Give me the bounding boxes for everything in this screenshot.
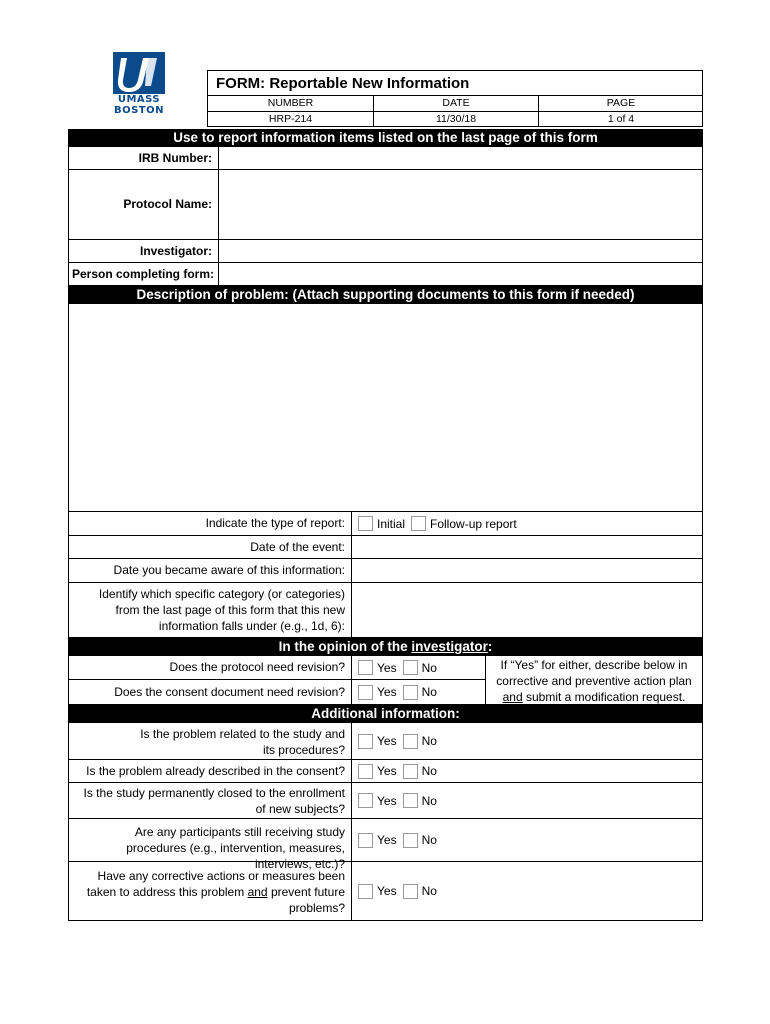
umass-logo-icon [113, 52, 165, 94]
corrective-options [351, 861, 703, 921]
closed-yes-checkbox[interactable] [358, 793, 373, 808]
form-title: FORM: Reportable New Information [216, 75, 470, 92]
consent-revision-options [351, 679, 486, 705]
protocol-revision-yes-checkbox[interactable] [358, 660, 373, 675]
aware-date-label: Date you became aware of this information: [68, 558, 352, 583]
corrective-question-text: Have any corrective actions or measures been taken to address this problem [86, 869, 345, 899]
yes-label: Yes [377, 685, 397, 699]
related-no-checkbox[interactable] [403, 734, 418, 749]
protocol-revision-question: Does the protocol need revision? [68, 655, 352, 680]
header-page-label: PAGE [538, 95, 703, 111]
logo-line2: BOSTON [113, 105, 165, 116]
protocol-revision-options [351, 655, 486, 680]
corrective-yes-checkbox[interactable] [358, 884, 373, 899]
revision-note-text: If “Yes” for either, describe below in corrective and preventive action plan [496, 658, 692, 688]
yes-label: Yes [377, 734, 397, 748]
no-label: No [421, 884, 437, 898]
protocol-name-field[interactable] [218, 169, 703, 240]
category-label: Identify which specific category (or categories) from the last page of this form that this new information falls under (e.g., 1d, 6): [68, 582, 352, 638]
receiving-options [351, 818, 703, 862]
corrective-question-end: prevent future problems? [267, 885, 345, 915]
described-no-checkbox[interactable] [403, 764, 418, 779]
section-banner-opinion [68, 638, 703, 655]
umass-boston-logo [113, 52, 165, 122]
revision-note [485, 655, 703, 705]
corrective-question-underlined: and [247, 885, 268, 899]
consent-revision-yes-checkbox[interactable] [358, 685, 373, 700]
initial-option-label: Initial [377, 516, 406, 531]
investigator-field[interactable] [218, 239, 703, 263]
revision-note-underlined: and [502, 690, 523, 704]
irb-number-label: IRB Number: [68, 146, 219, 170]
corrective-no-checkbox[interactable] [403, 884, 418, 899]
no-label: No [421, 734, 437, 748]
no-label: No [421, 764, 437, 778]
investigator-label: Investigator: [68, 239, 219, 263]
yes-label: Yes [377, 793, 397, 808]
no-label: No [421, 660, 437, 675]
opinion-banner-colon: : [487, 639, 493, 654]
section-banner-description: Description of problem: (Attach supporting documents to this form if needed) [68, 286, 703, 304]
yes-label: Yes [377, 833, 397, 847]
consent-revision-question: Does the consent document need revision? [68, 679, 352, 705]
no-label: No [421, 793, 437, 808]
related-question: Is the problem related to the study and its procedures? [68, 722, 352, 760]
event-date-field[interactable] [351, 535, 703, 559]
header-number-label: NUMBER [207, 95, 373, 111]
person-completing-field[interactable] [218, 262, 703, 286]
closed-no-checkbox[interactable] [403, 793, 418, 808]
event-date-label: Date of the event: [68, 535, 352, 559]
closed-question: Is the study permanently closed to the enrollment of new subjects? [68, 782, 352, 819]
report-type-options [351, 511, 703, 536]
no-label: No [421, 833, 437, 847]
followup-option-label: Follow-up report [430, 516, 517, 531]
receiving-question: Are any participants still receiving study procedures (e.g., intervention, measures, interviews, etc.)? [68, 818, 352, 862]
described-options [351, 759, 703, 783]
aware-date-field[interactable] [351, 558, 703, 583]
problem-description-field[interactable] [68, 303, 703, 512]
described-question: Is the problem already described in the consent? [68, 759, 352, 783]
opinion-banner-text: In the opinion of the [278, 639, 412, 654]
receiving-yes-checkbox[interactable] [358, 833, 373, 848]
protocol-revision-no-checkbox[interactable] [403, 660, 418, 675]
report-type-label: Indicate the type of report: [68, 511, 352, 536]
described-yes-checkbox[interactable] [358, 764, 373, 779]
yes-label: Yes [377, 764, 397, 778]
related-options [351, 722, 703, 760]
person-completing-label: Person completing form: [68, 262, 219, 286]
opinion-banner-underlined: investigator [411, 639, 488, 654]
no-label: No [421, 685, 437, 699]
header-date-label: DATE [373, 95, 538, 111]
section-banner-instructions: Use to report information items listed on the last page of this form [68, 129, 703, 146]
closed-options [351, 782, 703, 819]
header-number-value: HRP-214 [207, 111, 373, 127]
consent-revision-no-checkbox[interactable] [403, 685, 418, 700]
followup-checkbox[interactable] [411, 516, 426, 531]
receiving-no-checkbox[interactable] [403, 833, 418, 848]
section-banner-additional: Additional information: [68, 705, 703, 722]
initial-checkbox[interactable] [358, 516, 373, 531]
corrective-question [68, 861, 352, 921]
revision-note-end: submit a modification request. [522, 690, 686, 704]
yes-label: Yes [377, 660, 397, 675]
form-header [207, 70, 703, 127]
logo-line1: UMASS [117, 94, 161, 105]
header-page-value: 1 of 4 [538, 111, 703, 127]
header-date-value: 11/30/18 [373, 111, 538, 127]
category-field[interactable] [351, 582, 703, 638]
protocol-name-label: Protocol Name: [68, 169, 219, 240]
yes-label: Yes [377, 884, 397, 898]
irb-number-field[interactable] [218, 146, 703, 170]
related-yes-checkbox[interactable] [358, 734, 373, 749]
